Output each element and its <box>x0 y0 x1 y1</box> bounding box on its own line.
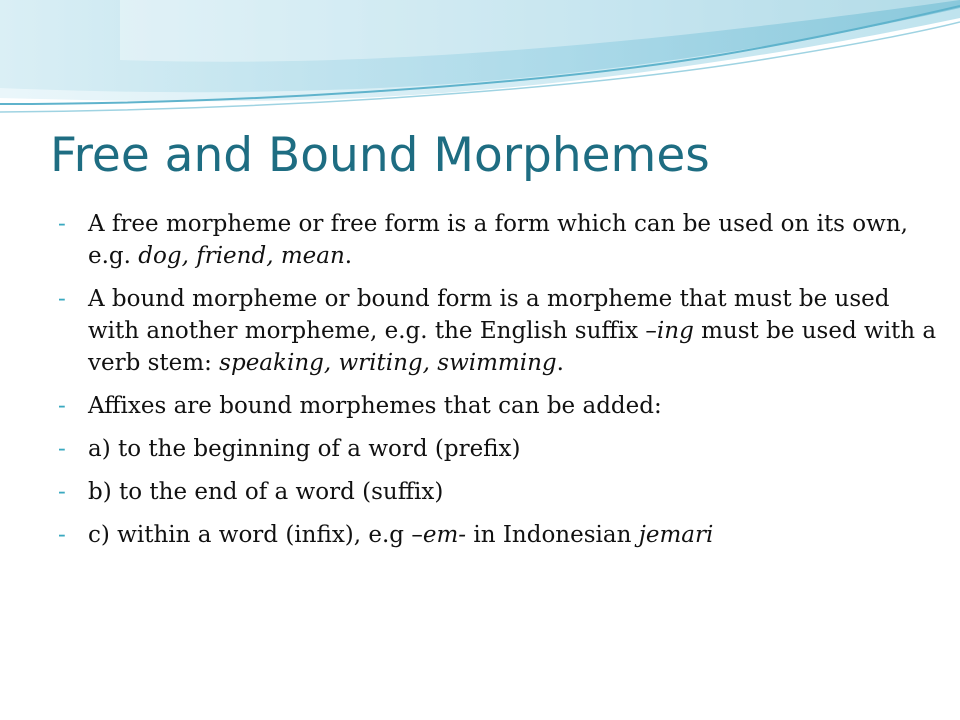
bullet-text: . <box>556 350 564 376</box>
bullet-marker: - <box>58 211 66 237</box>
bullet-marker: - <box>58 479 66 505</box>
bullet-prefix <box>58 433 938 465</box>
bullet-infix <box>58 519 938 551</box>
example-words: speaking, writing, swimming <box>219 350 557 376</box>
bullet-marker: - <box>58 393 66 419</box>
bullet-marker: - <box>58 522 66 548</box>
bullet-text: A free morpheme or free form is a form which can be used on its own, e.g. <box>88 211 908 269</box>
slide-title: Free and Bound Morphemes <box>50 128 710 183</box>
bullet-text: b) to the end of a word (suffix) <box>88 479 444 505</box>
bullet-marker: - <box>58 436 66 462</box>
bullet-text: must be used with a verb stem: <box>88 318 937 376</box>
bullet-suffix <box>58 476 938 508</box>
bullet-free-morpheme <box>58 208 938 272</box>
bullet-affixes <box>58 390 938 422</box>
example-words: dog, friend, mean <box>138 243 345 269</box>
example-word: jemari <box>638 522 714 548</box>
header-wave-decoration <box>0 0 960 120</box>
bullet-text: in Indonesian <box>466 522 639 548</box>
bullet-text: Affixes are bound morphemes that can be added: <box>88 393 662 419</box>
bullet-text: c) within a word (infix), e.g – <box>88 522 423 548</box>
bullet-text: A bound morpheme or bound form is a morpheme that must be used with another morpheme, e.g. the English suffix – <box>88 286 890 344</box>
bullet-list <box>58 208 938 562</box>
infix-example: em- <box>422 522 467 548</box>
suffix-example: ing <box>656 318 694 344</box>
bullet-text: a) to the beginning of a word (prefix) <box>88 436 521 462</box>
bullet-text: . <box>344 243 353 269</box>
bullet-marker: - <box>58 286 66 312</box>
bullet-bound-morpheme <box>58 283 938 379</box>
